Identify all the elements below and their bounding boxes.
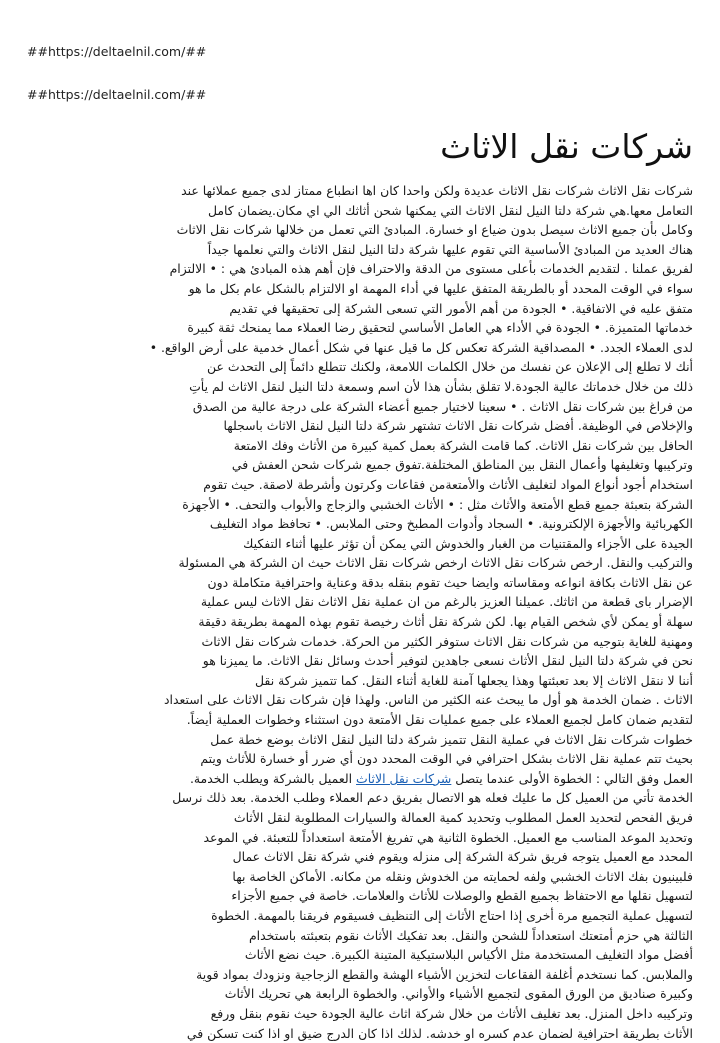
article-line: سواء في الوقت المحدد أو بالطريقة المتفق عليها في أداء المهمة او الالتزام بالشكل عام بكل ما هو	[188, 280, 693, 296]
article-line: لتقديم ضمان كامل لجميع العملاء على جميع عمليات نقل الأمتعة دون استثناء وخطوات العملية أيضاً.	[186, 712, 693, 728]
article-line: الثالثة هي حزم أمتعتك استعداداً للشحن والنقل. بعد تفكيك الأثاث نقوم بتعبئته باستخدام	[248, 927, 693, 943]
article-line: الأثاث بطريقة احترافية لضمان عدم كسره او خدشه. لذلك اذا كان الدرج ضيق او اذا كنت تسكن في	[186, 1025, 693, 1041]
article-line: الاثاث . ضمان الخدمة هو أول ما يبحث عنه الكثير من الناس. ولهذا فإن شركات نقل الاثاث على استعداد	[163, 692, 693, 708]
source-url-line: ##https://deltaelnil.com/##	[27, 44, 207, 59]
article-line-after-link: العميل بالشركة ويطلب الخدمة.	[189, 770, 357, 786]
article-line: لدى العملاء الجدد. • المصداقية الشركة تعكس كل ما قيل عنها في شكل أعمال خدمية على أرض الواقع. •	[149, 339, 693, 355]
article-title: شركات نقل الاثاث	[440, 127, 693, 166]
article-inline-link[interactable]: شركات نقل الاثاث	[356, 770, 452, 786]
article-line-before-link: العمل وفق التالي : الخطوة الأولى عندما يتصل	[451, 770, 693, 786]
article-line: عن نقل الاثاث بكافة انواعه ومقاساته وايضا حيث تقوم بنقله بدقة وعناية واحترافية متكاملة دون	[207, 574, 693, 590]
article-line: خطوات شركات نقل الاثاث في عملية النقل تتميز شركة دلتا النيل لنقل الاثاث بوضع خطة عمل	[210, 731, 693, 747]
article-line: لفريق عملنا . لتقديم الخدمات بأعلى مستوى من الدقة والاحتراف فإن أهم هذه المبادئ هي : • الالتزام	[169, 261, 693, 277]
article-line: من فراغ بين شركات نقل الاثاث . • سعينا لاختيار جميع أعضاء الشركة على درجة عالية من الصدق	[192, 398, 693, 414]
article-line: وتركيبها وتغليفها وأعمال النقل بين المناطق المختلفة.تفوق جميع شركات شحن العفش في	[231, 457, 693, 473]
article-line: الحافل بين شركات نقل الاثاث. كما قامت الشركة بعمل كمية كبيرة من الأثاث وفك الامتعة	[233, 437, 693, 453]
article-line: وكبيرة صناديق من الورق المقوى لتجميع الأشياء والأواني. والخطوة الرابعة هي تحريك الأثاث	[224, 986, 693, 1002]
article-line: أنك لا تطلع إلى الإعلان عن نفسك من خلال الكلمات اللامعة، ولكنك تتطلع دائماً إلى التحدث عن	[207, 359, 693, 375]
article-body	[27, 181, 693, 1043]
article-line: ومهنية للغاية بتوجيه من شركات نقل الاثاث ستوفر الكثير من الحركة. خدمات شركات نقل الاثاث	[201, 633, 693, 649]
article-line: التعامل معها.هي شركة دلتا النيل لنقل الاثاث التي يمكنها شحن أثاثك الي اي مكان.يضمان كامل	[207, 202, 693, 218]
article-line: ذلك من خلال خدماتك عالية الجودة.لا تقلق بشأن هذا لأن اسم وسمعة دلتا النيل لنقل الاثاث لم يأتِ	[189, 378, 693, 394]
article-line: لتسهيل عملية التجميع مرة أخرى إذا احتاج الأثاث إلى التنظيف فسيقوم فريقنا بالمهمة. الخطوة	[211, 907, 693, 923]
article-line: خدماتها المتميزة. • الجودة في الأداء هي العامل الأساسي لتحقيق رضا العملاء مما يمنحك ثقة كبيرة	[187, 320, 693, 336]
source-url-line: ##https://deltaelnil.com/##	[27, 87, 207, 102]
article-line: الخدمة تأتي من العميل كل ما عليك فعله هو الاتصال بفريق دعم العملاء وطلب الخدمة. بعد ذلك نرسل	[172, 790, 693, 806]
article-line: الجيدة على الأجزاء والمقتنيات من الغبار والخدوش التي يمكن أن تؤثر عليها أثناء التفكيك	[243, 535, 693, 551]
article-line: الكهربائية والأجهزة الإلكترونية. • السجاد وأدوات المطبخ وحتى الملابس. • تحافظ مواد التغليف	[209, 516, 693, 532]
article-line: والتركيب والنقل. ارخص شركات نقل الاثاث ارخص شركات نقل الاثاث حيث ان الشركة هي المسئولة	[178, 555, 693, 571]
article-line: هناك العديد من المبادئ الأساسية التي تقوم عليها شركة دلتا النيل لنقل الاثاث والتي نعلمها جيداً	[207, 241, 693, 257]
article-line: استخدام أجود أنواع المواد لتغليف الأثاث والأمتعةمن فقاعات وكرتون وأشرطة لاصقة. حيث تقوم	[203, 476, 693, 492]
article-line: وتحديد الموعد المناسب مع العميل. الخطوة الثانية هي تفريغ الأمتعة استعداداً للتعبئة. في الموعد	[203, 829, 693, 845]
article-line: فلبينيون بفك الاثاث الخشبي ولفه لحمايته من الخدوش ونقله من مكانه. الأماكن الخاصة بها	[232, 868, 693, 884]
article-line: المحدد مع العميل يتوجه فريق شركة الشركة إلى منزله ويقوم فني شركة نقل الاثاث عمال	[232, 849, 693, 865]
article-line: سهلة أو يمكن لأي شخص القيام بها. لكن شركة نقل أثاث رخيصة تقوم بهذه المهمة بطريقة دقيقة	[198, 614, 693, 630]
article-line: متفق عليه في الاتفاقية. • الجودة من أهم الأمور التي تسعى الشركة إلى تحقيقها في تقديم	[229, 300, 693, 316]
article-line: وكامل بأن جميع الاثاث سيصل بدون ضياع او خسارة. المبادئ التي تعمل من خلالها شركات نقل الاثاث	[176, 222, 693, 238]
article-line: لتسهيل نقلها مع الاحتفاظ بجميع القطع والوصلات للأثاث والعلامات. خاصة في جميع الأجزاء	[231, 888, 693, 904]
article-line: أننا لا ننقل الاثاث إلا بعد تعبئتها وهذا يجعلها آمنة للغاية أثناء النقل. كما تتميز شركة نقل	[254, 672, 693, 688]
article-line: الإضرار باى قطعة من اثاثك. عميلنا العزيز بالرغم من ان عملية نقل الاثاث نقل الاثاث ليس عملية	[200, 594, 693, 610]
article-line: أفضل مواد التغليف المستخدمة مثل الأكياس البلاستيكية المتينة الكبيرة. حيث نضع الأثاث	[244, 947, 693, 963]
article-line: فريق الفحص لتحديد العمل المطلوب وتحديد كمية العمالة والسيارات المطلوبة لنقل الأثاث	[233, 810, 693, 825]
article-line: والإخلاص في الوظيفة. أفضل شركات نقل الاثاث تشتهر شركة دلتا النيل لنقل الاثاث باسجلها	[223, 418, 693, 434]
article-line-with-link	[27, 769, 693, 789]
article-line: نحن في شركة دلتا النيل لنقل الأثاث نسعى جاهدين لتوفير أحدث وسائل نقل الاثاث. ما يميزنا هو	[202, 653, 693, 669]
article-line: الشركة بتعبئة جميع قطع الأمتعة والأثاث مثل : • الأثاث الخشبي والزجاج والأبواب والتحف. • الأجهزة	[182, 496, 693, 512]
article-line: والملابس. كما نستخدم أغلفة الفقاعات لتخزين الأشياء الهشة والقطع الزجاجية ونزودك بمواد قوية	[196, 966, 693, 982]
article-line: بحيث تتم عملية نقل الاثاث بشكل احترافي في الوقت المحدد دون أي ضرر أو خسارة للأثاث ويتم	[200, 751, 693, 767]
article-line: وتركيبه داخل المنزل. بعد تغليف الأثاث من خلال شركة اثاث عالية الجودة حيث نقوم بنقل ورفع	[210, 1005, 693, 1021]
article-line: شركات نقل الاثاث شركات نقل الاثاث عديدة ولكن واحدا كان اها انطباع ممتاز لدى جميع عملائها عند	[181, 183, 693, 198]
